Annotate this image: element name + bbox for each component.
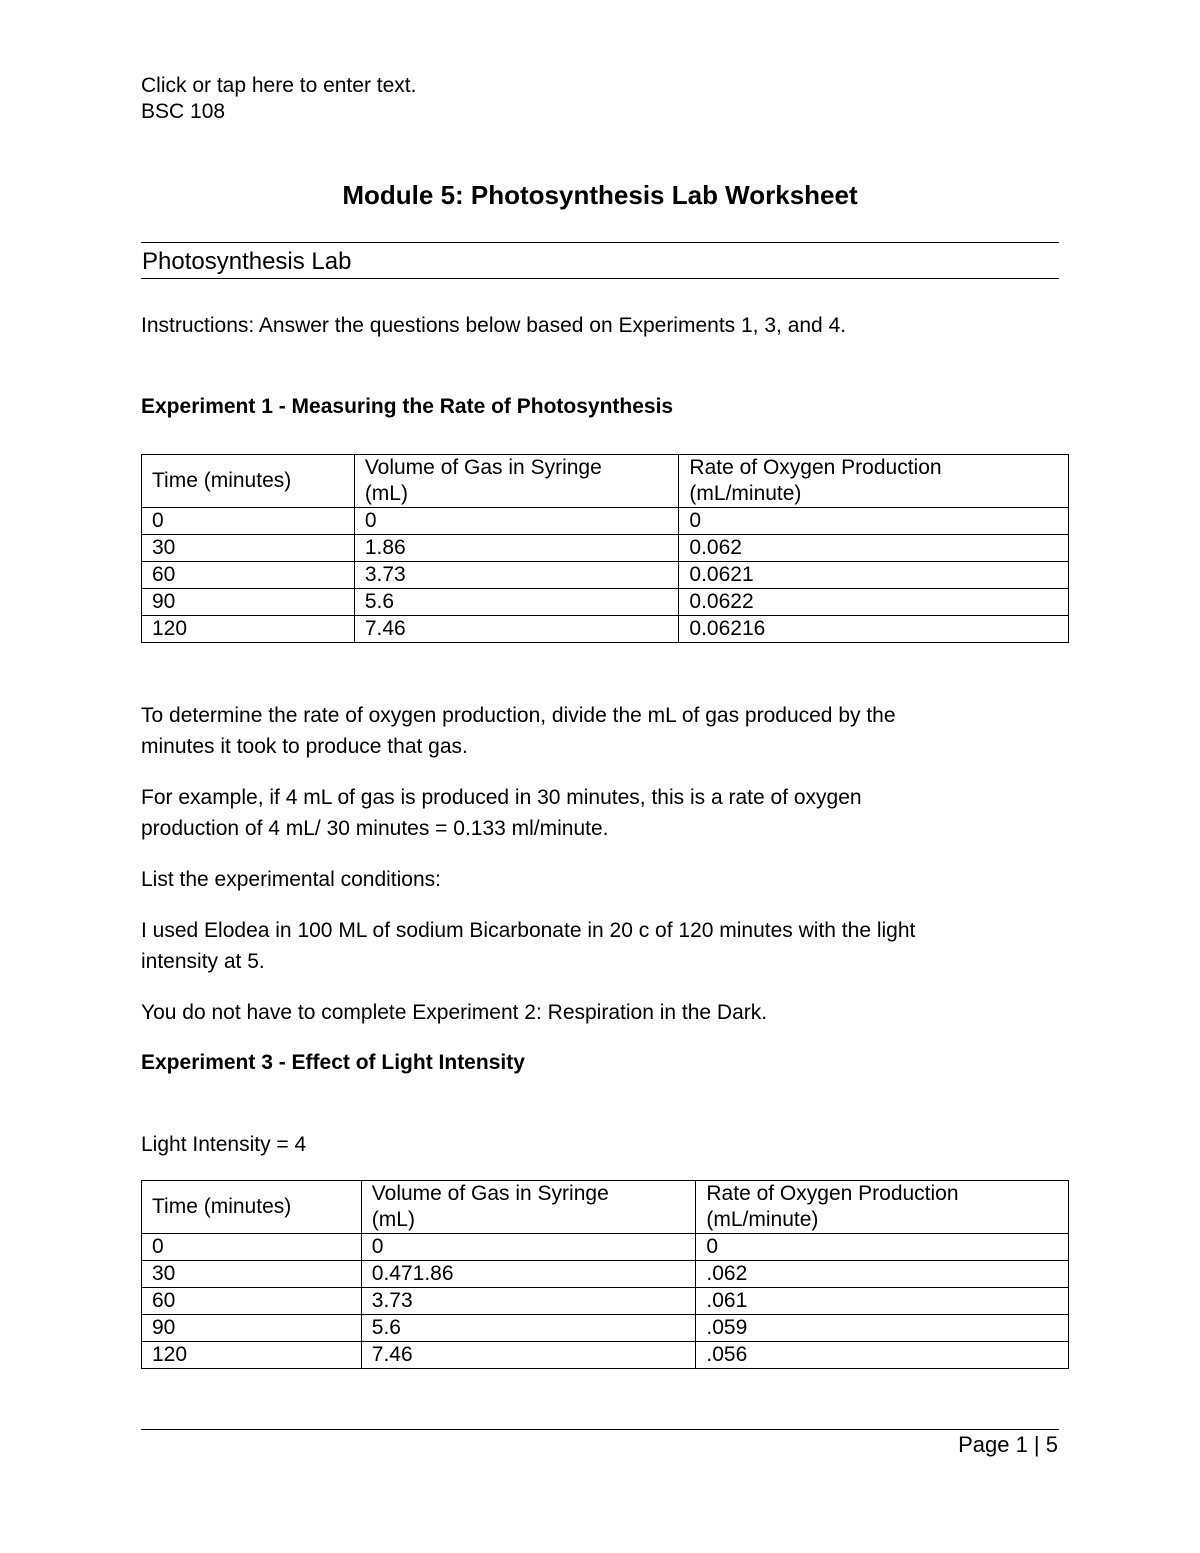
explanation-paragraph-1: To determine the rate of oxygen production, divide the mL of gas produced by the minutes it took to produce that gas.	[141, 704, 896, 758]
table-cell: 0	[361, 1234, 696, 1261]
table-cell: .061	[696, 1288, 1069, 1315]
column-header: Time (minutes)	[142, 1181, 362, 1234]
table-cell: 0	[679, 508, 1069, 535]
conditions-answer: I used Elodea in 100 ML of sodium Bicarbonate in 20 c of 120 minutes with the light intensity at 5.	[141, 919, 916, 973]
experiment3-heading: Experiment 3 - Effect of Light Intensity	[141, 1051, 525, 1074]
page-title: Module 5: Photosynthesis Lab Worksheet	[342, 180, 858, 210]
table-row	[142, 508, 1069, 535]
table-cell: 3.73	[361, 1288, 696, 1315]
table-cell: 60	[142, 562, 355, 589]
table-cell: 30	[142, 1261, 362, 1288]
table-cell: 0	[696, 1234, 1069, 1261]
table-cell: 7.46	[354, 616, 679, 643]
table-cell: 90	[142, 1315, 362, 1342]
table-row	[142, 1315, 1069, 1342]
column-header: Time (minutes)	[142, 455, 355, 508]
page-number: Page 1 | 5	[958, 1432, 1058, 1457]
table-row	[142, 1234, 1069, 1261]
table-cell: .062	[696, 1261, 1069, 1288]
explanation-paragraph-2: For example, if 4 mL of gas is produced in 30 minutes, this is a rate of oxygen production of 4 mL/ 30 minutes = 0.133 ml/minute.	[141, 786, 862, 840]
column-header: Volume of Gas in Syringe (mL)	[354, 455, 679, 508]
table-cell: 0.06216	[679, 616, 1069, 643]
table-cell: 1.86	[354, 535, 679, 562]
table-row	[142, 616, 1069, 643]
table-cell: 0.471.86	[361, 1261, 696, 1288]
light-intensity-label: Light Intensity = 4	[141, 1133, 307, 1156]
table-cell: 7.46	[361, 1342, 696, 1369]
table-cell: .059	[696, 1315, 1069, 1342]
table-row	[142, 1342, 1069, 1369]
table-cell: 30	[142, 535, 355, 562]
table-cell: 60	[142, 1288, 362, 1315]
table-cell: 0.0622	[679, 589, 1069, 616]
header-placeholder-text[interactable]: Click or tap here to enter text.	[141, 74, 417, 97]
footer-rule	[141, 1429, 1059, 1430]
table-header-row	[142, 455, 1069, 508]
table-row	[142, 562, 1069, 589]
experiment3-table	[141, 1180, 1069, 1369]
table-cell: 0	[354, 508, 679, 535]
conditions-prompt: List the experimental conditions:	[141, 868, 441, 891]
instructions-text: Instructions: Answer the questions below based on Experiments 1, 3, and 4.	[141, 314, 847, 337]
section-heading: Photosynthesis Lab	[142, 248, 352, 275]
table-cell: 120	[142, 1342, 362, 1369]
table-row	[142, 1261, 1069, 1288]
table-cell: 0.0621	[679, 562, 1069, 589]
table-cell: 5.6	[354, 589, 679, 616]
table-cell: .056	[696, 1342, 1069, 1369]
table-cell: 0	[142, 1234, 362, 1261]
experiment1-table	[141, 454, 1069, 643]
column-header: Rate of Oxygen Production (mL/minute)	[679, 455, 1069, 508]
table-cell: 90	[142, 589, 355, 616]
experiment1-heading: Experiment 1 - Measuring the Rate of Photosynthesis	[141, 395, 674, 418]
table-row	[142, 589, 1069, 616]
table-cell: 5.6	[361, 1315, 696, 1342]
table-header-row	[142, 1181, 1069, 1234]
table-cell: 3.73	[354, 562, 679, 589]
table-row	[142, 535, 1069, 562]
table-cell: 120	[142, 616, 355, 643]
table-cell: 0.062	[679, 535, 1069, 562]
column-header: Rate of Oxygen Production (mL/minute)	[696, 1181, 1069, 1234]
section-rule-bottom	[141, 278, 1059, 279]
table-row	[142, 1288, 1069, 1315]
column-header: Volume of Gas in Syringe (mL)	[361, 1181, 696, 1234]
section-rule-top	[141, 242, 1059, 243]
course-code: BSC 108	[141, 100, 226, 123]
experiment2-note: You do not have to complete Experiment 2: Respiration in the Dark.	[141, 1001, 768, 1024]
table-cell: 0	[142, 508, 355, 535]
